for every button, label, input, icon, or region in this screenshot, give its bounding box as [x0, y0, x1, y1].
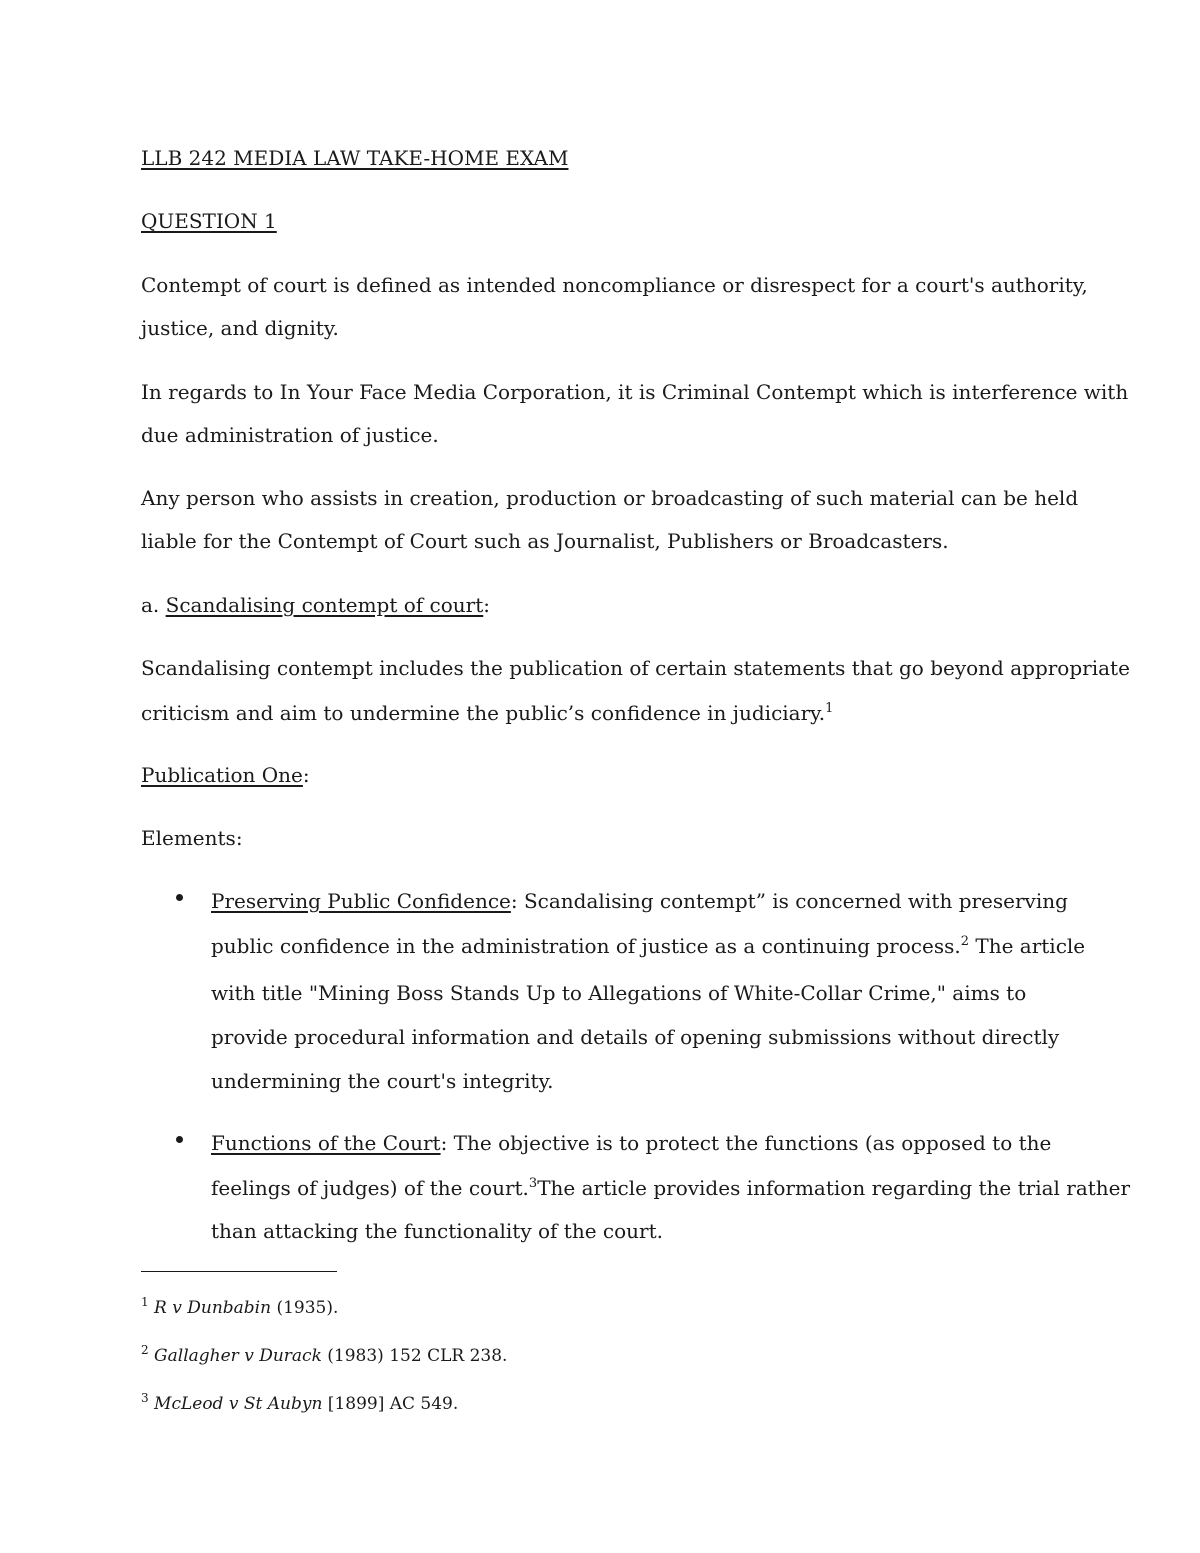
- section-a-suffix: :: [483, 593, 490, 617]
- paragraph-1-line-1: Contempt of court is defined as intended noncompliance or disrespect for a court's authority,: [141, 273, 1088, 297]
- section-a-heading: [141, 595, 490, 615]
- footnote-3-number: 3: [141, 1391, 149, 1405]
- bullet-1-line-2-tail: The article: [969, 934, 1086, 958]
- bullet-1-line-4: provide procedural information and details of opening submissions without directly: [211, 1025, 1060, 1049]
- footnote-separator: [141, 1271, 337, 1272]
- footnote-3: [141, 1392, 458, 1413]
- paragraph-4-line-2-text: criticism and aim to undermine the public’s confidence in judiciary.: [141, 701, 826, 725]
- paragraph-1-line-2: justice, and dignity.: [141, 316, 339, 340]
- footnote-3-citation: [1899] AC 549.: [322, 1394, 459, 1414]
- footnote-ref-3: 3: [528, 1176, 538, 1191]
- bullet-1-line-2-text: public confidence in the administration of justice as a continuing process.: [211, 934, 961, 958]
- bullet-1-title: Preserving Public Confidence: [211, 889, 511, 913]
- elements-label: Elements:: [141, 826, 243, 850]
- bullet-1-line-3: with title "Mining Boss Stands Up to Allegations of White-Collar Crime," aims to: [211, 981, 1027, 1005]
- footnote-1: [141, 1296, 338, 1317]
- paragraph-2-line-2: due administration of justice.: [141, 423, 439, 447]
- bullet-marker: [176, 1136, 183, 1143]
- footnote-2-case: Gallagher v Durack: [154, 1346, 322, 1366]
- bullet-1-line-5: undermining the court's integrity.: [211, 1069, 554, 1093]
- bullet-2-line-1-text: : The objective is to protect the functions (as opposed to the: [440, 1131, 1052, 1155]
- bullet-1-line-1: [211, 891, 1068, 911]
- paragraph-2-line-1: In regards to In Your Face Media Corporation, it is Criminal Contempt which is interference with: [141, 380, 1129, 404]
- footnote-2: [141, 1344, 507, 1365]
- footnote-ref-1: 1: [825, 701, 834, 716]
- bullet-2-line-1: [211, 1133, 1051, 1153]
- footnote-2-number: 2: [141, 1343, 149, 1357]
- bullet-2-line-2: [211, 1177, 1130, 1198]
- footnote-1-number: 1: [141, 1295, 149, 1309]
- publication-heading-suffix: :: [302, 763, 310, 787]
- publication-heading-title: Publication One: [141, 763, 303, 787]
- section-a-title: Scandalising contempt of court: [165, 593, 484, 617]
- bullet-1-line-1-text: : Scandalising contempt” is concerned with preserving: [510, 889, 1068, 913]
- footnote-3-case: McLeod v St Aubyn: [154, 1394, 323, 1414]
- bullet-2-line-3: than attacking the functionality of the court.: [211, 1219, 663, 1243]
- paragraph-4-line-1: Scandalising contempt includes the publication of certain statements that go beyond appropriate: [141, 656, 1130, 680]
- bullet-marker: [176, 894, 183, 901]
- footnote-1-case: R v Dunbabin: [154, 1298, 272, 1318]
- bullet-2-line-2-tail: The article provides information regarding the trial rather: [537, 1176, 1131, 1200]
- publication-heading: [141, 765, 310, 785]
- bullet-2-title: Functions of the Court: [211, 1131, 441, 1155]
- bullet-2-line-2-text: feelings of judges) of the court.: [211, 1176, 529, 1200]
- paragraph-4-line-2: [141, 702, 833, 723]
- footnote-1-citation: (1935).: [271, 1298, 339, 1318]
- bullet-1-line-2: [211, 935, 1085, 956]
- paragraph-3-line-2: liable for the Contempt of Court such as Journalist, Publishers or Broadcasters.: [141, 529, 949, 553]
- document-title: LLB 242 MEDIA LAW TAKE-HOME EXAM: [141, 146, 569, 170]
- footnote-ref-2: 2: [960, 934, 969, 949]
- paragraph-3-line-1: Any person who assists in creation, production or broadcasting of such material can be held: [141, 486, 1079, 510]
- section-a-prefix: a.: [141, 593, 166, 617]
- question-heading: QUESTION 1: [141, 209, 277, 233]
- footnote-2-citation: (1983) 152 CLR 238.: [321, 1346, 508, 1366]
